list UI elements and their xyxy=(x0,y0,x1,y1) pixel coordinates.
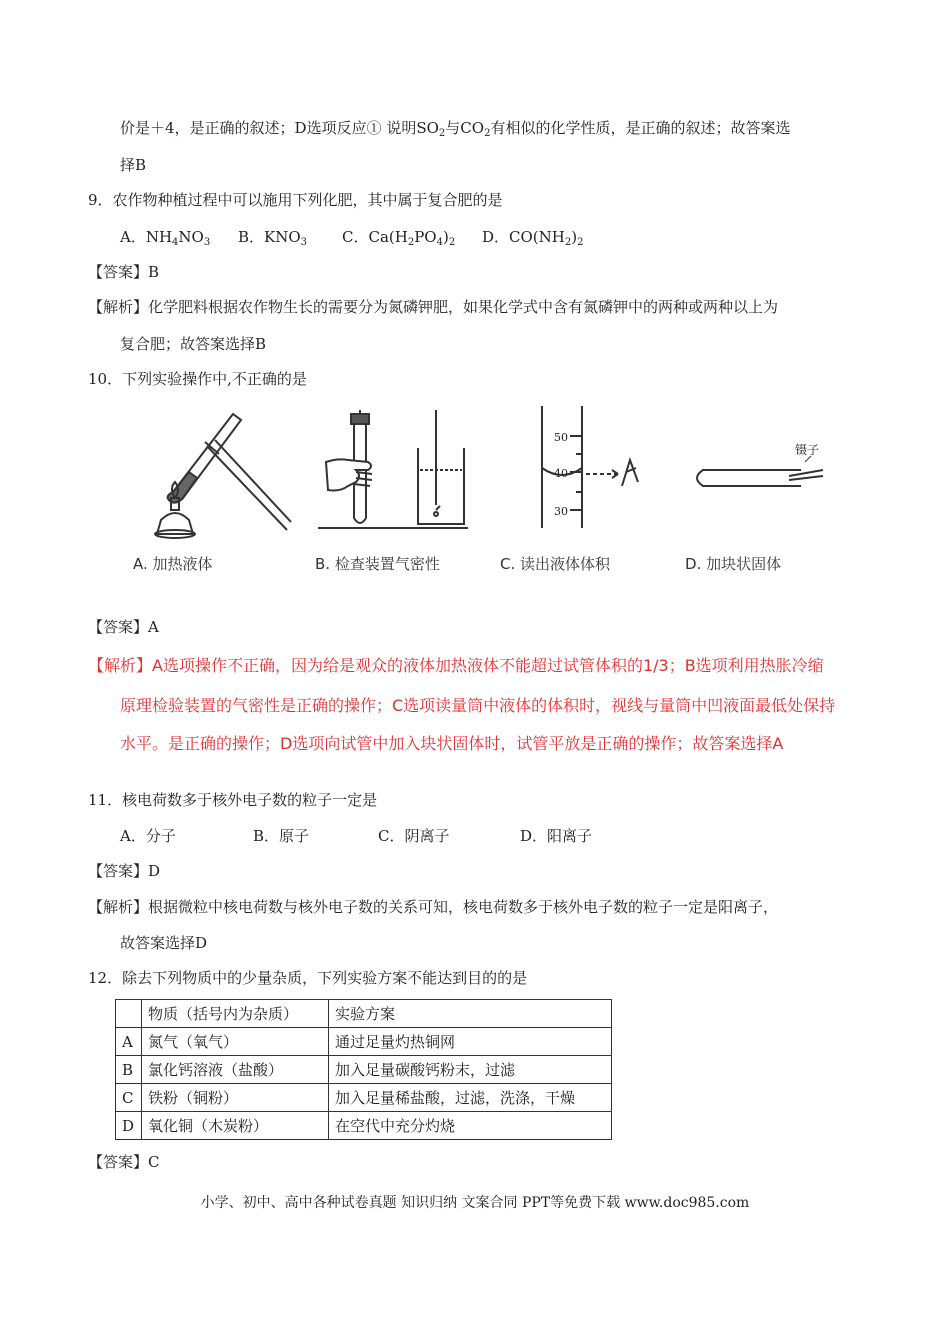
q11-option-a: A．分子 xyxy=(120,827,176,845)
table-cell: 加入足量碳酸钙粉末，过滤 xyxy=(329,1056,612,1084)
caption-a: A. 加热液体 xyxy=(133,555,213,573)
scale-label-30: 30 xyxy=(554,505,568,518)
tweezers-label: 镊子 xyxy=(795,443,820,457)
q10-answer: 【答案】A xyxy=(88,618,159,636)
q9-option-d: D．$CO(NH_2)_2$ xyxy=(482,228,584,248)
figure-airtightness-check xyxy=(318,410,478,535)
figure-graduated-cylinder xyxy=(530,402,650,532)
table-cell: 在空代中充分灼烧 xyxy=(329,1112,612,1140)
table-cell xyxy=(116,1000,142,1028)
q11-option-c: C．阴离子 xyxy=(378,827,450,845)
scale-label-40: 40 xyxy=(554,467,568,480)
figure-heating-liquid xyxy=(145,402,295,542)
q8-analysis-line-2: 择B xyxy=(120,156,147,174)
table-row xyxy=(116,1028,612,1056)
table-header-row xyxy=(116,1000,612,1028)
q10-analysis-line-1: 【解析】A选项操作不正确，因为给是观众的液体加热液体不能超过试管体积的1/3；B选项利用热胀冷缩 xyxy=(88,656,824,675)
q9-question: 9．农作物种植过程中可以施用下列化肥，其中属于复合肥的是 xyxy=(88,191,503,209)
q11-analysis-line-1: 【解析】根据微粒中核电荷数与核外电子数的关系可知，核电荷数多于核外电子数的粒子一定是阳离子， xyxy=(88,898,779,916)
q10-question: 10．下列实验操作中,不正确的是 xyxy=(88,370,307,388)
table-cell: 加入足量稀盐酸，过滤，洗涤，干燥 xyxy=(329,1084,612,1112)
table-cell: A xyxy=(116,1028,142,1056)
q9-option-a: A．$NH_4NO_3$ xyxy=(120,228,211,248)
q10-analysis-line-2: 原理检验装置的气密性是正确的操作；C选项读量筒中液体的体积时，视线与量筒中凹液面最低处保持 xyxy=(120,696,836,715)
table-cell: 实验方案 xyxy=(329,1000,612,1028)
table-cell: C xyxy=(116,1084,142,1112)
caption-d: D. 加块状固体 xyxy=(685,555,782,573)
table-row xyxy=(116,1084,612,1112)
table-cell: 氮气（氧气） xyxy=(142,1028,329,1056)
q10-analysis-line-3: 水平。是正确的操作；D选项向试管中加入块状固体时，试管平放是正确的操作；故答案选择A xyxy=(120,734,784,753)
caption-c: C. 读出液体体积 xyxy=(500,555,611,573)
caption-b: B. 检查装置气密性 xyxy=(315,555,440,573)
q9-option-c: C．$Ca(H_2PO_4)_2$ xyxy=(342,228,456,248)
q12-question: 12．除去下列物质中的少量杂质，下列实验方案不能达到目的的是 xyxy=(88,969,528,987)
table-cell: 物质（括号内为杂质） xyxy=(142,1000,329,1028)
page-footer: 小学、初中、高中各种试卷真题 知识归纳 文案合同 PPT等免费下载 www.doc985.com xyxy=(200,1195,750,1211)
table-cell: B xyxy=(116,1056,142,1084)
scale-label-50: 50 xyxy=(554,431,568,444)
table-row xyxy=(116,1112,612,1140)
q9-analysis-line-2: 复合肥；故答案选择B xyxy=(120,335,267,353)
q11-option-b: B．原子 xyxy=(253,827,310,845)
table-row xyxy=(116,1056,612,1084)
q9-option-b: B．$KNO_3$ xyxy=(238,228,308,248)
q8-analysis-line-1: 价是＋4，是正确的叙述；D选项反应① 说明$SO_2$与$CO_2$有相似的化学性质，是正确的叙述；故答案选 xyxy=(120,119,791,139)
q11-answer: 【答案】D xyxy=(88,862,161,880)
q11-question: 11．核电荷数多于核外电子数的粒子一定是 xyxy=(88,791,378,809)
q9-answer: 【答案】B xyxy=(88,263,160,281)
table-cell: D xyxy=(116,1112,142,1140)
table-cell: 氧化铜（木炭粉） xyxy=(142,1112,329,1140)
q9-analysis-line-1: 【解析】化学肥料根据农作物生长的需要分为氮磷钾肥，如果化学式中含有氮磷钾中的两种或两种以上为 xyxy=(88,298,779,316)
table-cell: 氯化钙溶液（盐酸） xyxy=(142,1056,329,1084)
table-cell: 通过足量灼热铜网 xyxy=(329,1028,612,1056)
q12-table xyxy=(115,999,612,1140)
q12-answer: 【答案】C xyxy=(88,1153,160,1171)
q11-option-d: D．阳离子 xyxy=(520,827,593,845)
q11-analysis-line-2: 故答案选择D xyxy=(120,934,208,952)
table-cell: 铁粉（铜粉） xyxy=(142,1084,329,1112)
